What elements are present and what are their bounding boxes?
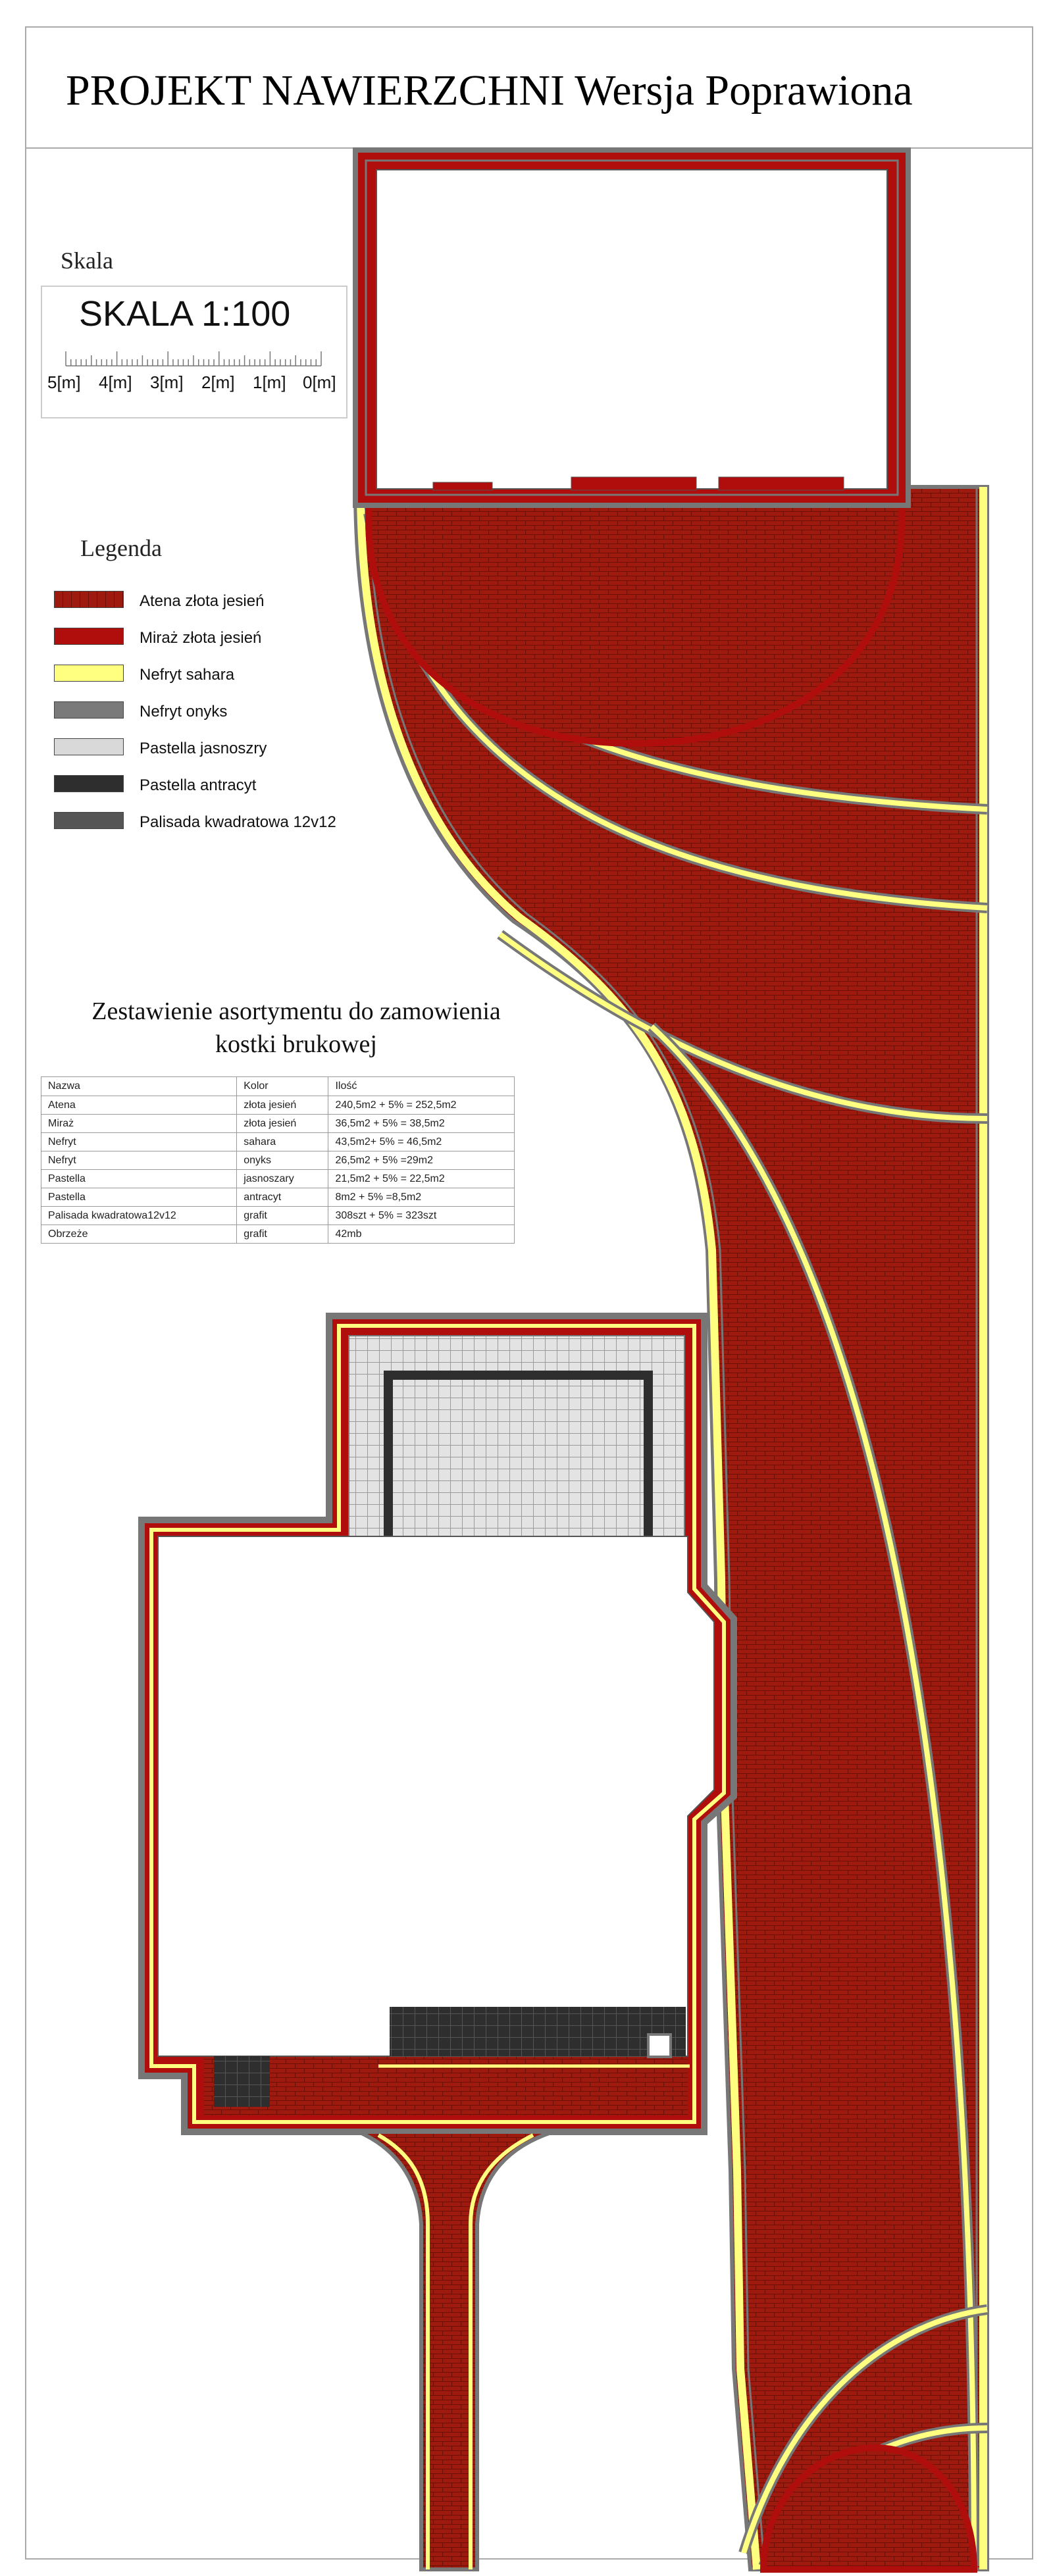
cell-quantity: 8m2 + 5% =8,5m2 — [328, 1188, 515, 1207]
scale-tick-label: 0[m] — [303, 372, 336, 392]
scale-text: SKALA 1:100 — [79, 294, 291, 334]
legend-label: Miraż złota jesień — [140, 629, 262, 647]
table-row — [41, 1188, 515, 1207]
dark-pad-left — [214, 2056, 270, 2107]
cell-name: Nefryt — [41, 1133, 237, 1151]
column-header: Nazwa — [41, 1077, 237, 1096]
lower-building — [158, 1536, 714, 2056]
cell-quantity: 42mb — [328, 1225, 515, 1244]
table-row — [41, 1115, 515, 1133]
cell-color: onyks — [237, 1151, 328, 1170]
legend-item — [54, 775, 449, 795]
legend-label: Palisada kwadratowa 12v12 — [140, 813, 336, 831]
order-heading-line2: kostki brukowej — [215, 1030, 377, 1058]
legend-swatch-antracyt — [54, 775, 124, 792]
legend-swatch-onyks — [54, 701, 124, 719]
legend-swatch-miraz — [54, 628, 124, 645]
cell-quantity: 21,5m2 + 5% = 22,5m2 — [328, 1170, 515, 1188]
table-row — [41, 1096, 515, 1115]
driveway — [359, 2132, 553, 2569]
cell-name: Nefryt — [41, 1151, 237, 1170]
table-row — [41, 1133, 515, 1151]
cell-name: Obrzeże — [41, 1225, 237, 1244]
cell-name: Pastella — [41, 1188, 237, 1207]
cell-color: antracyt — [237, 1188, 328, 1207]
scale-tick-label: 4[m] — [99, 372, 132, 392]
legend-swatch-sahara — [54, 665, 124, 682]
scale-heading: Skala — [61, 247, 113, 274]
order-heading-line1: Zestawienie asortymentu do zamowienia — [91, 998, 501, 1025]
legend-label: Nefryt onyks — [140, 703, 228, 720]
legend-swatch-palisada — [54, 812, 124, 829]
legend-item — [54, 665, 449, 684]
order-table — [41, 1076, 515, 1244]
table-row — [41, 1207, 515, 1225]
legend-item — [54, 701, 449, 721]
cell-color: jasnoszary — [237, 1170, 328, 1188]
dark-pad-right — [390, 2007, 686, 2056]
cell-name: Atena — [41, 1096, 237, 1115]
cell-name: Pastella — [41, 1170, 237, 1188]
scale-tick-label: 5[m] — [47, 372, 81, 392]
cell-color: złota jesień — [237, 1115, 328, 1133]
light-terrace — [349, 1336, 684, 1546]
cell-color: grafit — [237, 1225, 328, 1244]
legend-item — [54, 628, 449, 647]
table-header-row — [41, 1077, 515, 1096]
legend-label: Pastella antracyt — [140, 776, 257, 794]
legend-label: Pastella jasnoszry — [140, 740, 267, 757]
legend-swatch-jasnoszary — [54, 738, 124, 755]
legend-item — [54, 591, 449, 611]
cell-color: grafit — [237, 1207, 328, 1225]
cell-quantity: 240,5m2 + 5% = 252,5m2 — [328, 1096, 515, 1115]
legend-swatch-atena — [54, 591, 124, 608]
cell-quantity: 36,5m2 + 5% = 38,5m2 — [328, 1115, 515, 1133]
table-row — [41, 1225, 515, 1244]
legend-item — [54, 738, 449, 758]
cell-quantity: 43,5m2+ 5% = 46,5m2 — [328, 1133, 515, 1151]
legend-label: Atena złota jesień — [140, 592, 265, 610]
column-header: Kolor — [237, 1077, 328, 1096]
page-title: PROJEKT NAWIERZCHNI Wersja Poprawiona — [66, 66, 913, 114]
scale-tick-label: 3[m] — [150, 372, 184, 392]
legend-item — [54, 812, 449, 832]
cell-name: Miraż — [41, 1115, 237, 1133]
table-row — [41, 1151, 515, 1170]
order-table-heading — [66, 995, 526, 1061]
scale-tick-label: 1[m] — [253, 372, 286, 392]
cell-quantity: 308szt + 5% = 323szt — [328, 1207, 515, 1225]
cell-color: złota jesień — [237, 1096, 328, 1115]
table-row — [41, 1170, 515, 1188]
legend-heading: Legenda — [80, 535, 162, 561]
legend-label: Nefryt sahara — [140, 666, 235, 684]
scale-tick-label: 2[m] — [201, 372, 235, 392]
cell-name: Palisada kwadratowa12v12 — [41, 1207, 237, 1225]
column-header: Ilość — [328, 1077, 515, 1096]
cell-quantity: 26,5m2 + 5% =29m2 — [328, 1151, 515, 1170]
cell-color: sahara — [237, 1133, 328, 1151]
